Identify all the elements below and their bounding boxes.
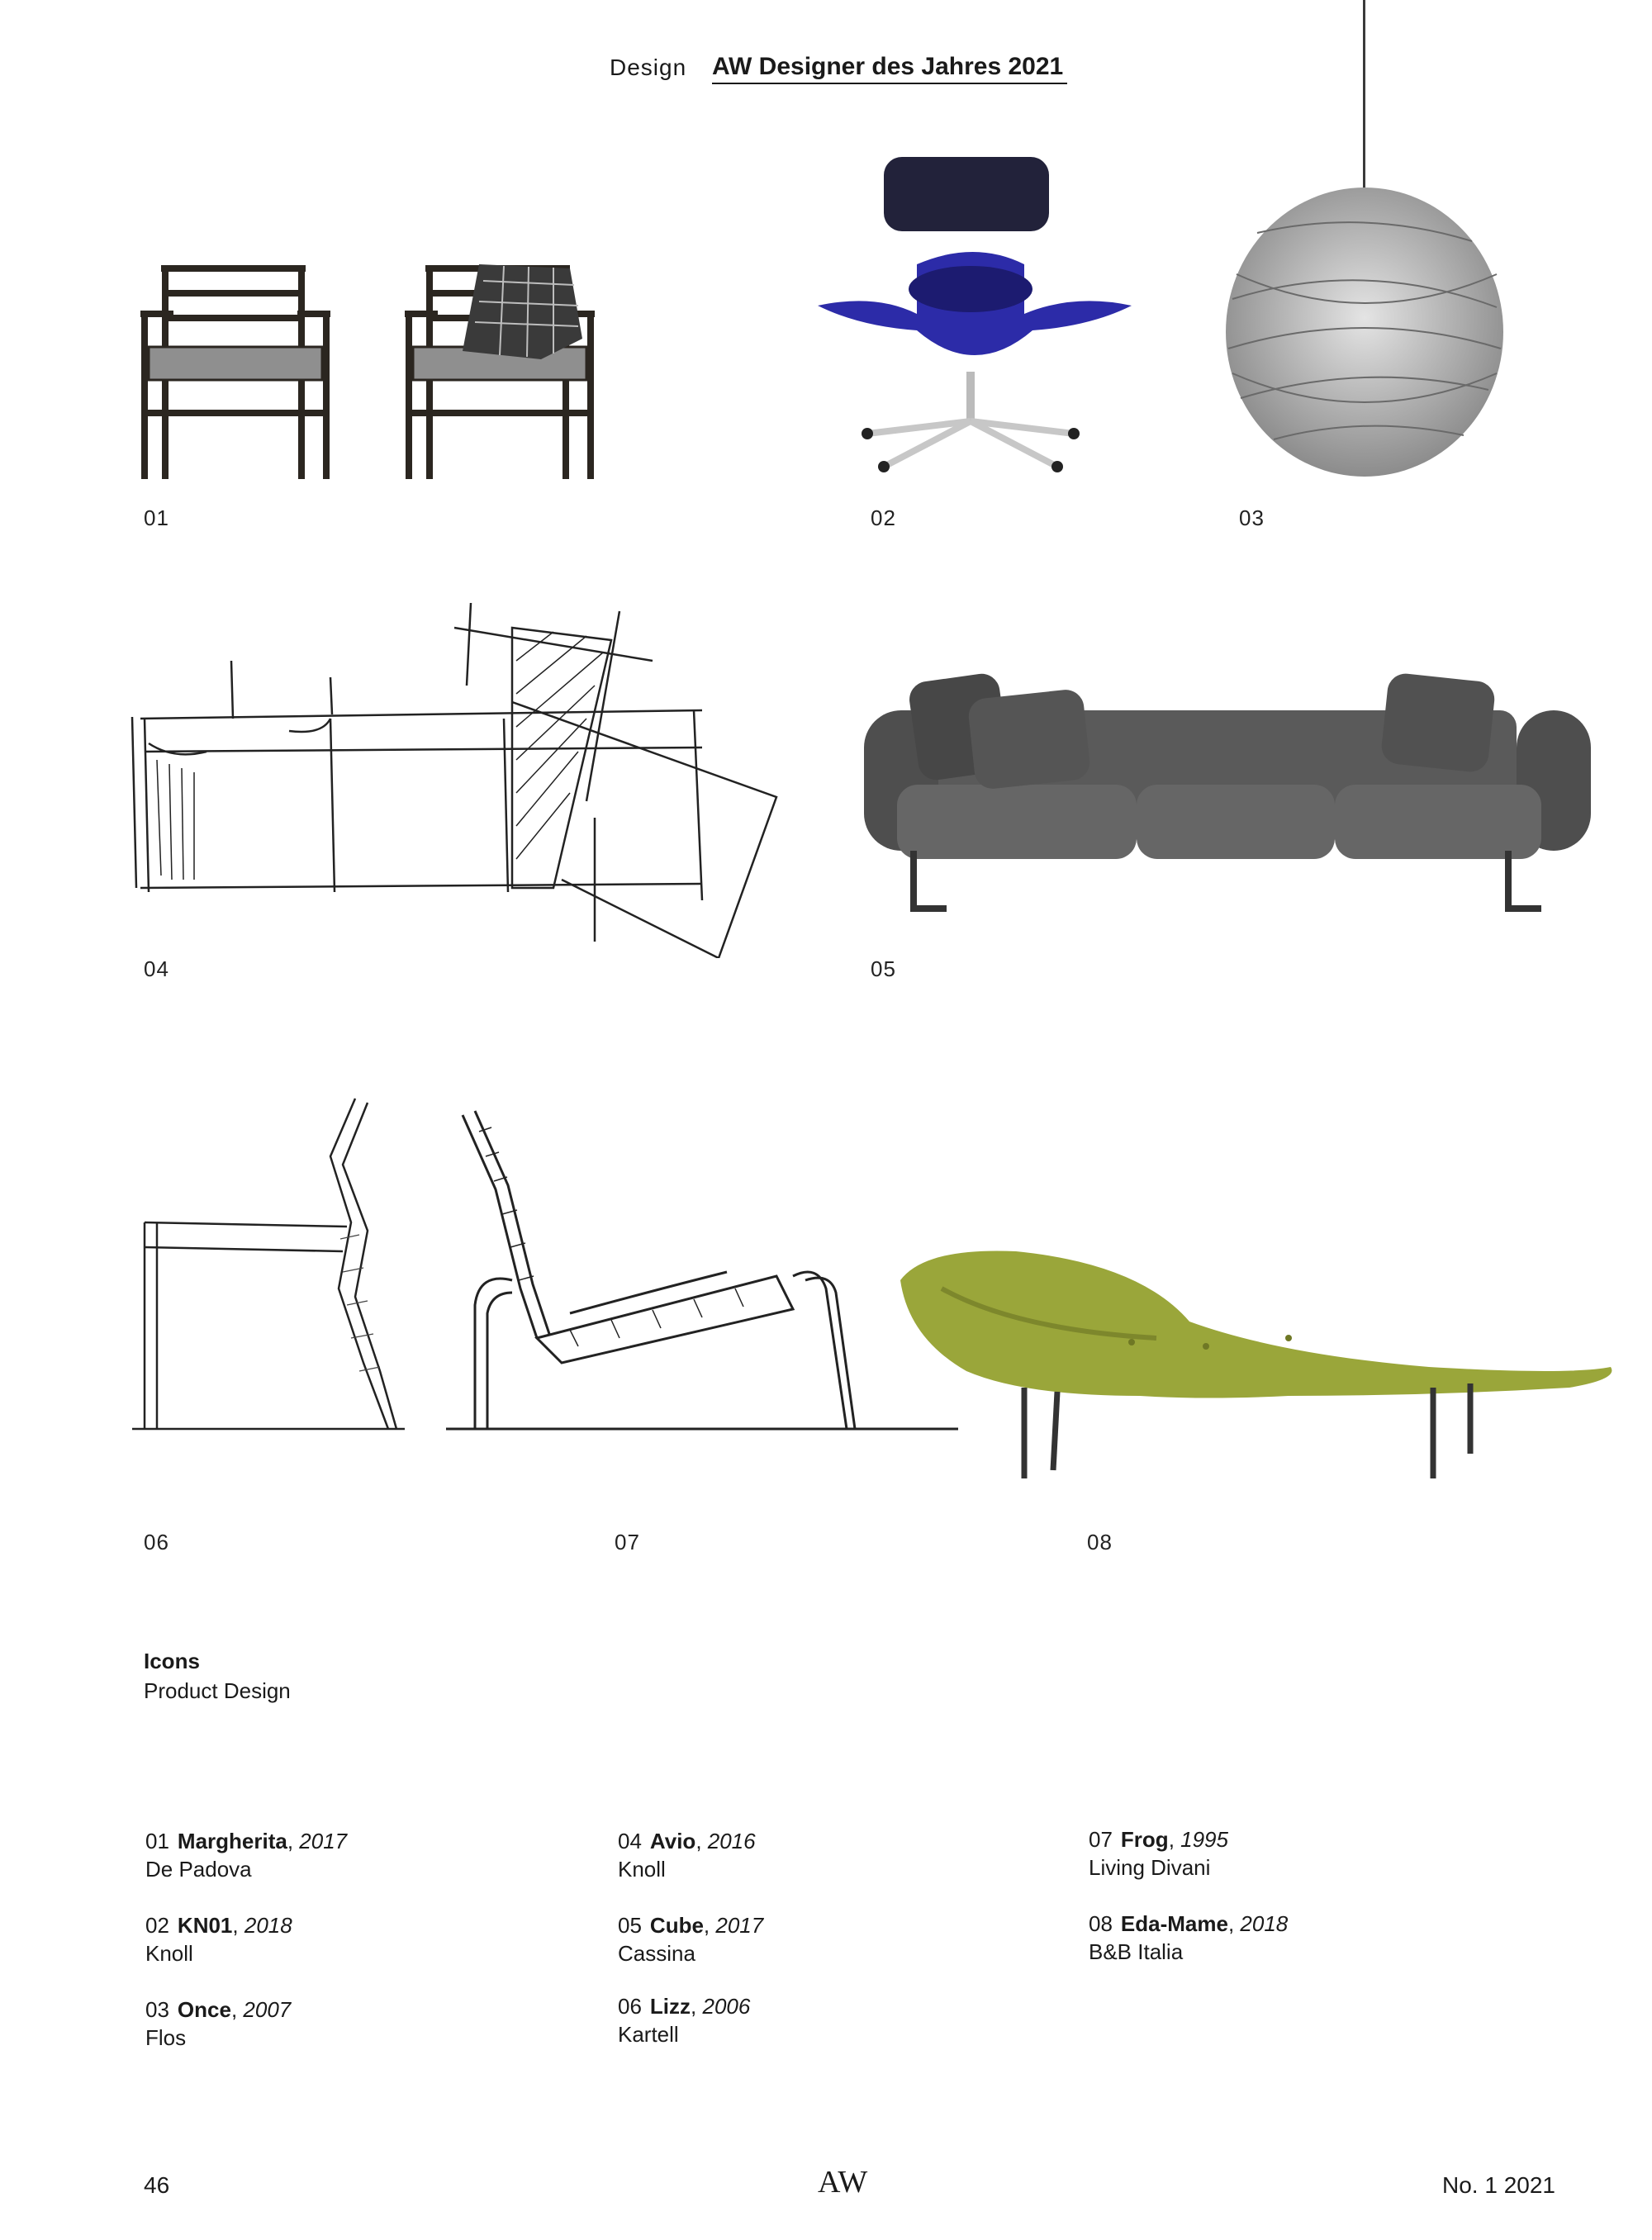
issue-number: No. 1 2021 bbox=[1442, 2172, 1555, 2198]
credit-year: 1995 bbox=[1180, 1827, 1228, 1852]
credit-year: 2018 bbox=[244, 1913, 292, 1938]
credit-item: 04 Avio, 2016 Knoll bbox=[618, 1829, 756, 1882]
chair-sketch bbox=[132, 1090, 405, 1437]
figure-number: 01 bbox=[144, 505, 169, 530]
credit-maker: De Padova bbox=[145, 1857, 252, 1882]
credit-name: Cube bbox=[649, 1913, 704, 1938]
section-label: Design bbox=[610, 55, 687, 80]
sofa-sketch bbox=[124, 595, 785, 958]
credit-item: 02 KN01, 2018 Knoll bbox=[145, 1913, 292, 1966]
magazine-logo: AW bbox=[818, 2165, 868, 2200]
figure-number: 04 bbox=[144, 956, 169, 981]
credit-maker: Knoll bbox=[618, 1857, 666, 1882]
credit-year: 2017 bbox=[299, 1829, 348, 1853]
figure-number: 06 bbox=[144, 1530, 169, 1554]
credit-item: 05 Cube, 2017 Cassina bbox=[618, 1913, 764, 1966]
credit-item: 01 Margherita, 2017 De Padova bbox=[145, 1829, 348, 1882]
page-title: AW Designer des Jahres 2021 bbox=[712, 53, 1064, 80]
credit-number: 02 bbox=[145, 1913, 169, 1938]
figure-number: 07 bbox=[615, 1530, 640, 1554]
lounge-chair-photo bbox=[818, 149, 1132, 487]
armchair-pair-photo bbox=[132, 256, 628, 487]
figure-number: 05 bbox=[871, 956, 896, 981]
title-underline bbox=[712, 83, 1067, 84]
credit-item: 07 Frog, 1995 Living Divani bbox=[1089, 1827, 1228, 1880]
credit-name: KN01 bbox=[177, 1913, 233, 1938]
credit-name: Eda-Mame bbox=[1120, 1911, 1228, 1936]
section-subtitle: Product Design bbox=[144, 1678, 291, 1703]
credit-year: 2016 bbox=[707, 1829, 756, 1853]
paper-pendant-lamp-photo bbox=[1224, 183, 1505, 481]
credit-maker: Kartell bbox=[618, 2022, 679, 2047]
credit-year: 2018 bbox=[1240, 1911, 1289, 1936]
lamp-cord bbox=[1363, 0, 1365, 188]
figure-number: 02 bbox=[871, 505, 896, 530]
credit-number: 03 bbox=[145, 1997, 169, 2022]
credit-year: 2007 bbox=[243, 1997, 292, 2022]
credit-maker: Knoll bbox=[145, 1941, 193, 1966]
page-number: 46 bbox=[144, 2172, 170, 2198]
credit-maker: Flos bbox=[145, 2025, 187, 2050]
chaise-longue-photo bbox=[892, 1231, 1619, 1495]
credit-maker: Cassina bbox=[618, 1941, 695, 1966]
section-title: Icons bbox=[144, 1649, 200, 1673]
credit-number: 07 bbox=[1089, 1827, 1113, 1852]
credit-item: 08 Eda-Mame, 2018 B&B Italia bbox=[1089, 1911, 1289, 1964]
credit-number: 01 bbox=[145, 1829, 169, 1853]
credit-name: Avio bbox=[649, 1829, 696, 1853]
credit-item: 03 Once, 2007 Flos bbox=[145, 1997, 292, 2050]
credit-year: 2006 bbox=[702, 1994, 751, 2019]
credit-name: Margherita bbox=[177, 1829, 287, 1853]
credit-number: 05 bbox=[618, 1913, 642, 1938]
credit-item: 06 Lizz, 2006 Kartell bbox=[618, 1994, 751, 2047]
credit-name: Once bbox=[177, 1997, 231, 2022]
credit-maker: B&B Italia bbox=[1089, 1939, 1184, 1964]
credit-name: Lizz bbox=[649, 1994, 691, 2019]
credit-name: Frog bbox=[1120, 1827, 1169, 1852]
figure-number: 03 bbox=[1239, 505, 1265, 530]
credit-maker: Living Divani bbox=[1089, 1855, 1211, 1880]
credit-year: 2017 bbox=[715, 1913, 764, 1938]
figure-number: 08 bbox=[1087, 1530, 1113, 1554]
sofa-photo bbox=[856, 661, 1599, 925]
credit-number: 06 bbox=[618, 1994, 642, 2019]
credit-number: 04 bbox=[618, 1829, 642, 1853]
credit-number: 08 bbox=[1089, 1911, 1113, 1936]
